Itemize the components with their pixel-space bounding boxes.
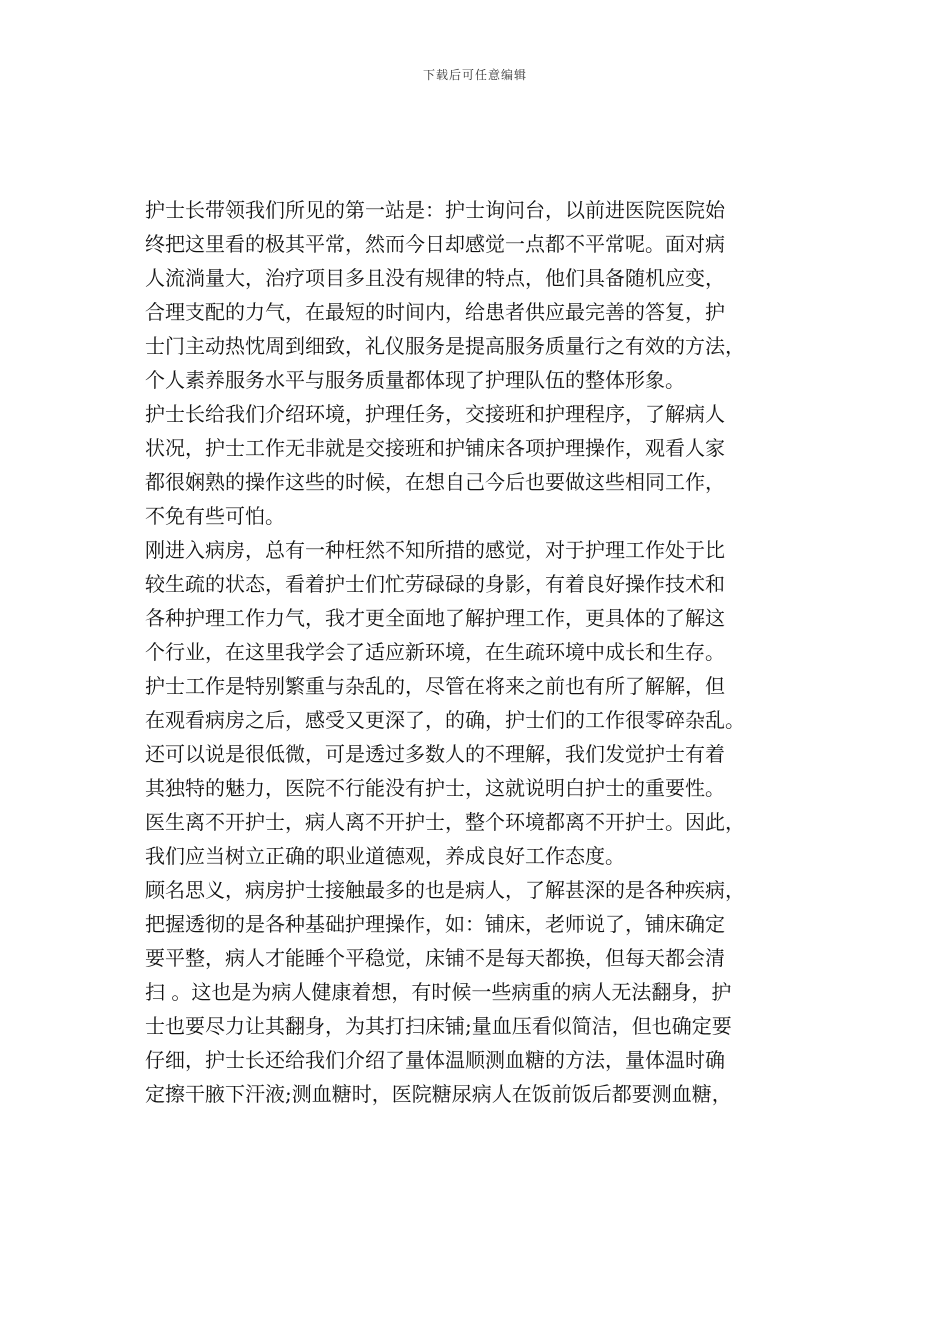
text-line: 士也要尽力让其翻身，为其打扫床铺;量血压看似简洁，但也确定要 — [145, 1014, 732, 1038]
text-line: 护士长带领我们所见的第一站是：护士询问台，以前进医院医院始 — [145, 198, 725, 222]
text-line: 要平整，病人才能睡个平稳觉，床铺不是每天都换，但每天都会清 — [145, 946, 725, 970]
text-line: 在观看病房之后，感受又更深了，的确，护士们的工作很零碎杂乱。 — [145, 708, 745, 732]
text-line: 各种护理工作力气，我才更全面地了解护理工作，更具体的了解这 — [145, 606, 725, 630]
text-line: 还可以说是很低微，可是透过多数人的不理解，我们发觉护士有着 — [145, 742, 725, 766]
text-line: 顾名思义，病房护士接触最多的也是病人，了解甚深的是各种疾病， — [145, 878, 745, 902]
header-note: 下载后可任意编辑 — [422, 68, 527, 82]
text-line: 其独特的魅力，医院不行能没有护士，这就说明白护士的重要性。 — [145, 776, 725, 800]
text-line: 不免有些可怕。 — [145, 504, 285, 528]
text-line: 状况，护士工作无非就是交接班和护铺床各项护理操作，观看人家 — [145, 436, 725, 460]
text-line: 护士工作是特别繁重与杂乱的，尽管在将来之前也有所了解解，但 — [145, 674, 725, 698]
text-line: 护士长给我们介绍环境，护理任务，交接班和护理程序，了解病人 — [145, 402, 725, 426]
text-line: 人流淌量大，治疗项目多且没有规律的特点，他们具备随机应变， — [145, 266, 725, 290]
body-text — [145, 193, 815, 1111]
text-line: 仔细，护士长还给我们介绍了量体温顺测血糖的方法，量体温时确 — [145, 1048, 725, 1072]
text-line: 我们应当树立正确的职业道德观，养成良好工作态度。 — [145, 844, 625, 868]
text-line: 终把这里看的极其平常，然而今日却感觉一点都不平常呢。面对病 — [145, 232, 725, 256]
text-line: 较生疏的状态，看着护士们忙劳碌碌的身影，有着良好操作技术和 — [145, 572, 725, 596]
text-line: 扫 。这也是为病人健康着想，有时候一些病重的病人无法翻身，护 — [145, 980, 732, 1004]
text-line: 个行业，在这里我学会了适应新环境，在生疏环境中成长和生存。 — [145, 640, 725, 664]
text-line: 刚进入病房，总有一种枉然不知所措的感觉，对于护理工作处于比 — [145, 538, 725, 562]
text-line: 士门主动热忱周到细致，礼仪服务是提高服务质量行之有效的方法， — [145, 334, 745, 358]
text-line: 定擦干腋下汗液;测血糖时，医院糖尿病人在饭前饭后都要测血糖， — [145, 1082, 732, 1106]
text-line: 医生离不开护士，病人离不开护士，整个环境都离不开护士。因此， — [145, 810, 745, 834]
text-line: 把握透彻的是各种基础护理操作，如：铺床，老师说了，铺床确定 — [145, 912, 725, 936]
text-line: 个人素养服务水平与服务质量都体现了护理队伍的整体形象。 — [145, 368, 685, 392]
text-line: 都很娴熟的操作这些的时候，在想自己今后也要做这些相同工作， — [145, 470, 725, 494]
text-line: 合理支配的力气，在最短的时间内，给患者供应最完善的答复，护 — [145, 300, 725, 324]
